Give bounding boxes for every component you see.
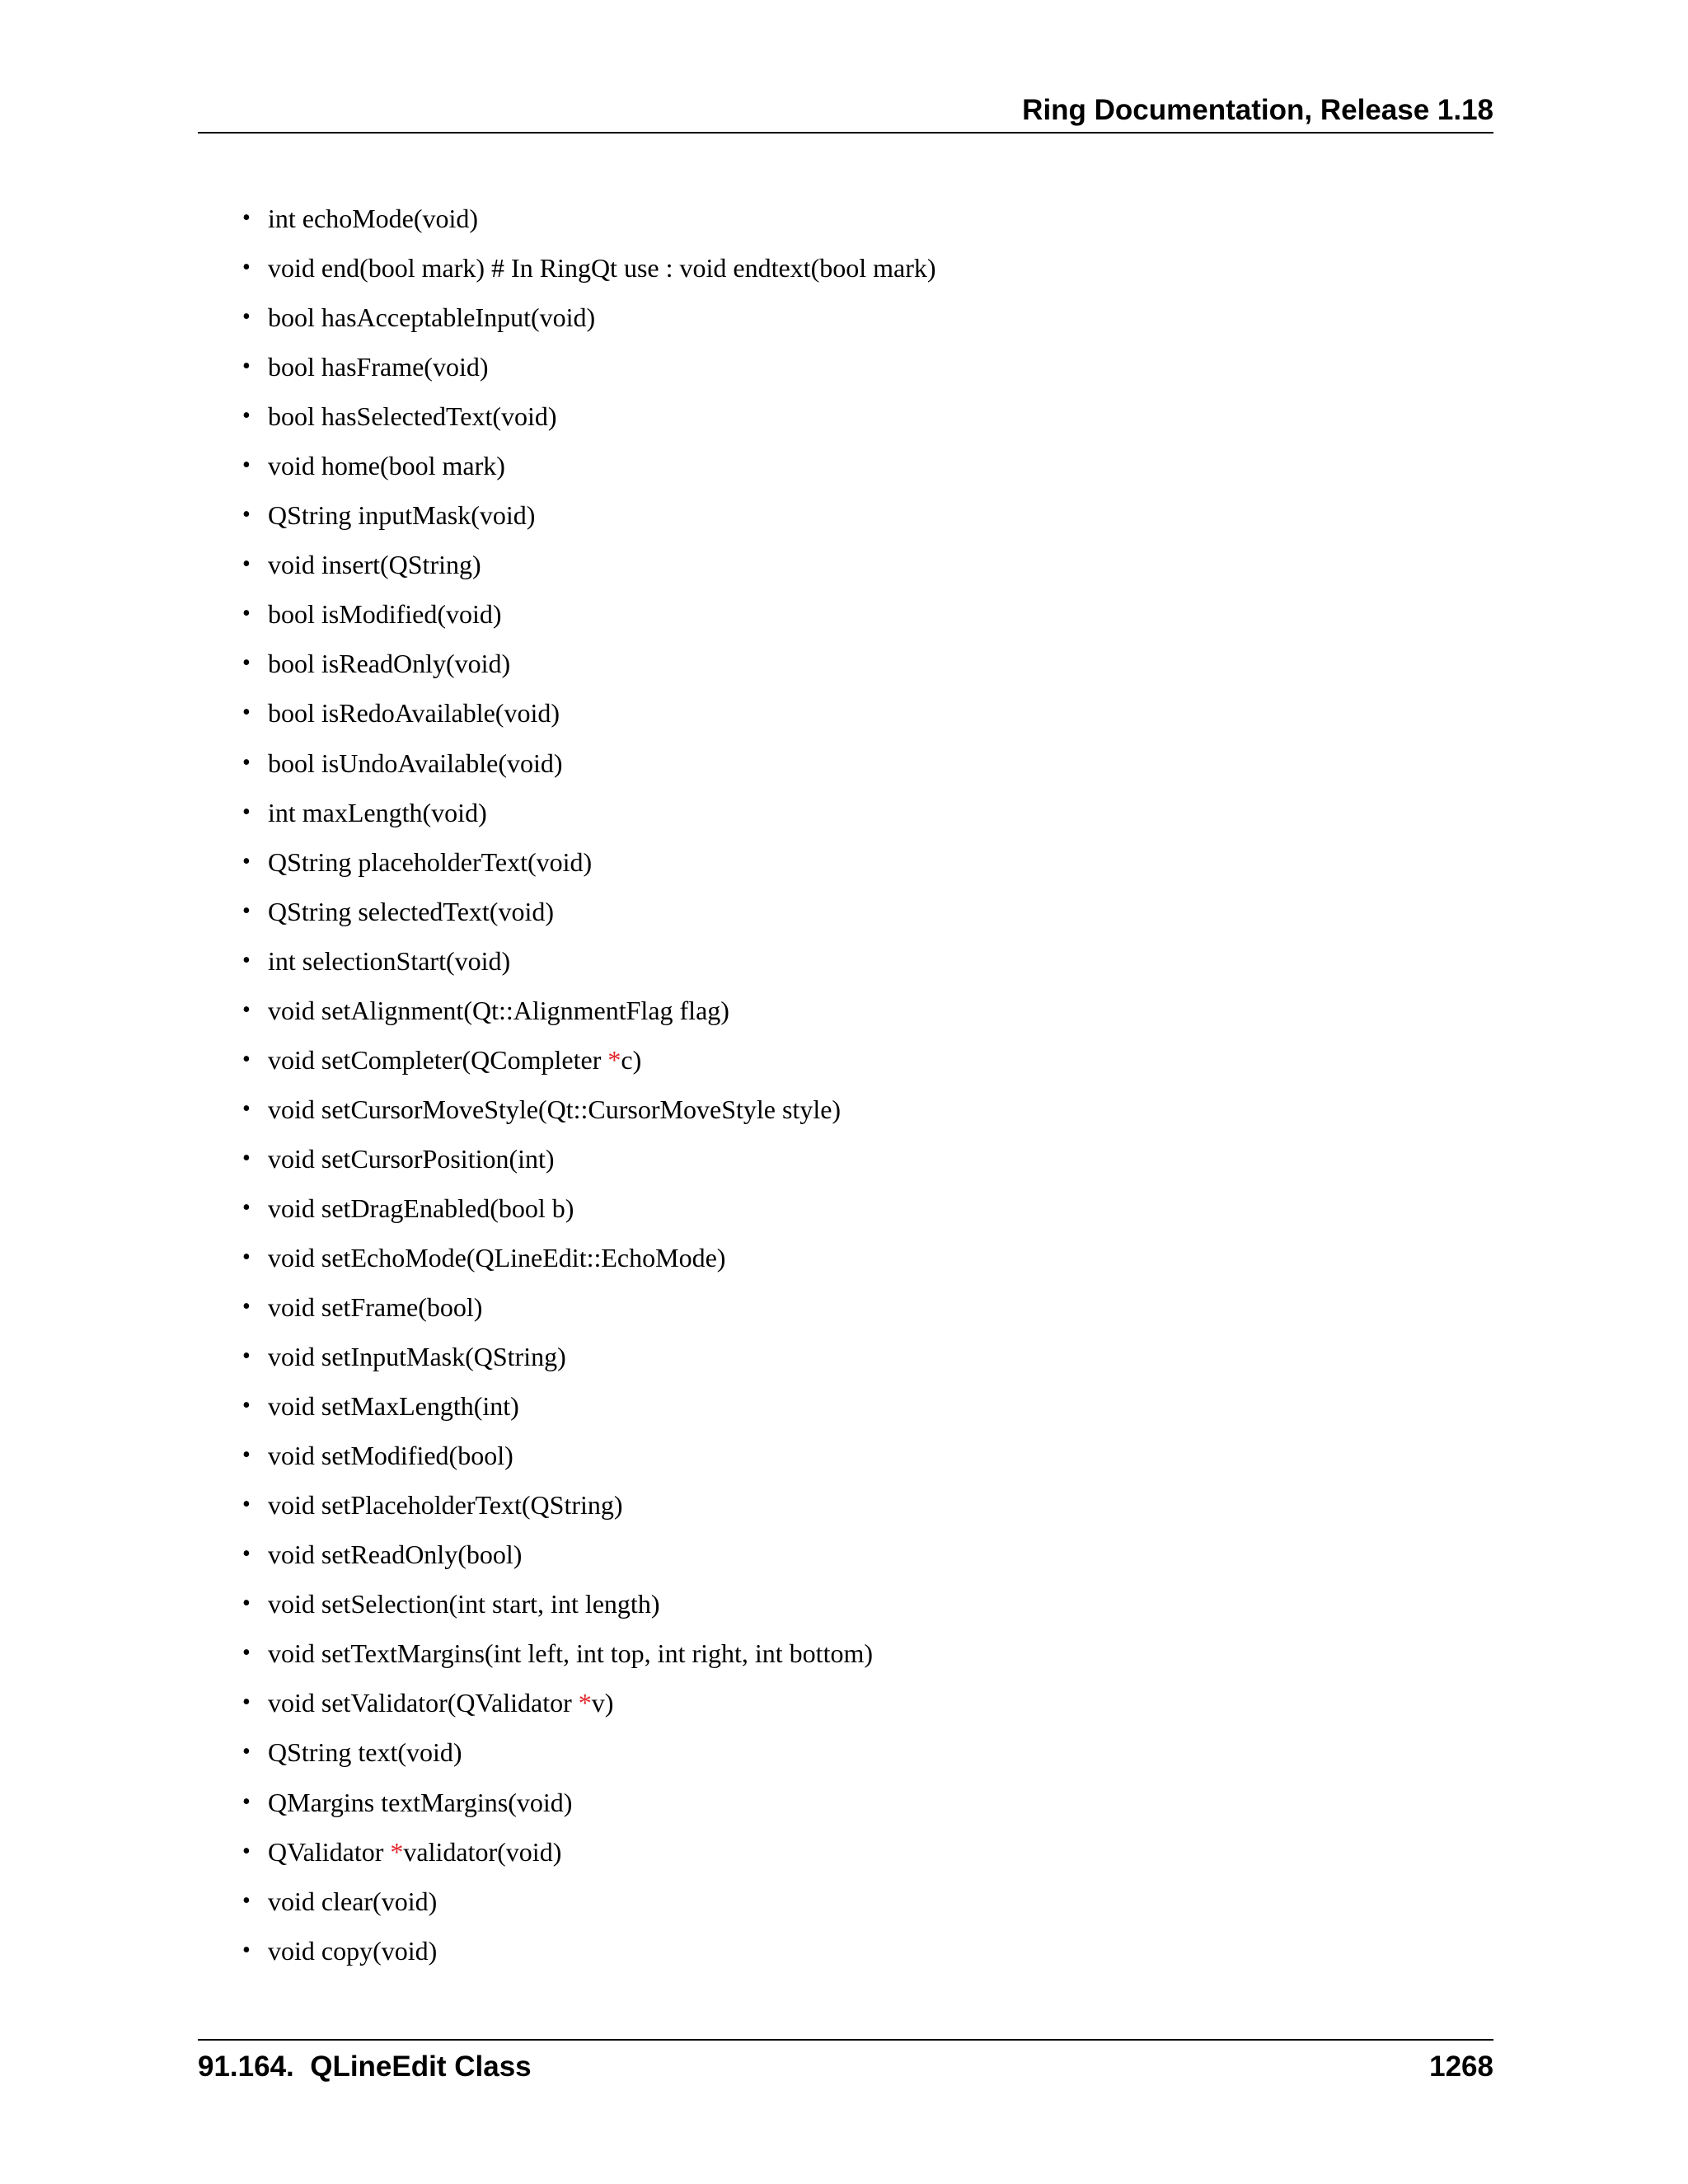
bullet-icon: • xyxy=(242,1145,251,1171)
bullet-icon: • xyxy=(242,354,251,380)
list-item xyxy=(237,342,936,391)
method-signature: bool isUndoAvailable(void) xyxy=(268,748,563,778)
bullet-icon: • xyxy=(242,1640,251,1666)
bullet-icon: • xyxy=(242,601,251,627)
list-item xyxy=(237,887,936,936)
method-signature: int echoMode(void) xyxy=(268,204,479,233)
bullet-icon: • xyxy=(242,1194,251,1221)
method-signature: QString placeholderText(void) xyxy=(268,846,593,877)
bullet-icon: • xyxy=(242,1887,251,1914)
bullet-icon: • xyxy=(242,1492,251,1518)
list-item xyxy=(237,1926,936,1975)
list-item xyxy=(237,1629,936,1678)
list-item xyxy=(237,1085,936,1134)
list-item xyxy=(237,441,936,490)
list-item xyxy=(237,1877,936,1926)
method-signature: bool isModified(void) xyxy=(268,599,502,630)
list-item xyxy=(237,589,936,639)
list-item xyxy=(237,639,936,688)
method-signature: void setInputMask(QString) xyxy=(268,1342,566,1372)
method-signature: void setPlaceholderText(QString) xyxy=(268,1490,623,1521)
list-item xyxy=(237,194,936,243)
method-signature-rest: validator(void) xyxy=(403,1836,562,1867)
method-signature-rest: c) xyxy=(621,1044,642,1075)
bullet-icon: • xyxy=(242,1294,251,1320)
list-item xyxy=(237,1678,936,1727)
bullet-icon: • xyxy=(242,1788,251,1815)
pointer-star: * xyxy=(578,1688,592,1718)
method-signature-rest: v) xyxy=(591,1688,614,1718)
bullet-icon: • xyxy=(242,1937,251,1963)
method-signature: int maxLength(void) xyxy=(268,797,487,827)
method-signature: void setCursorPosition(int) xyxy=(268,1143,555,1174)
bullet-icon: • xyxy=(242,1046,251,1072)
bullet-icon: • xyxy=(242,996,251,1023)
bullet-icon: • xyxy=(242,1095,251,1122)
list-item xyxy=(237,1381,936,1431)
bullet-icon: • xyxy=(242,205,251,231)
bullet-icon: • xyxy=(242,403,251,429)
bullet-icon: • xyxy=(242,1541,251,1568)
method-signature: bool isRedoAvailable(void) xyxy=(268,698,560,729)
bullet-icon: • xyxy=(242,1393,251,1419)
method-signature: QString selectedText(void) xyxy=(268,896,554,926)
method-signature: void setReadOnly(bool) xyxy=(268,1540,523,1570)
pointer-star: * xyxy=(390,1836,404,1867)
list-item xyxy=(237,1332,936,1381)
method-signature: QString inputMask(void) xyxy=(268,500,536,531)
list-item xyxy=(237,391,936,441)
method-signature: QValidator xyxy=(268,1836,391,1867)
bullet-icon: • xyxy=(242,1442,251,1469)
list-item xyxy=(237,1183,936,1233)
bullet-icon: • xyxy=(242,947,251,973)
method-signature: void setMaxLength(int) xyxy=(268,1391,519,1422)
bullet-icon: • xyxy=(242,452,251,479)
bullet-icon: • xyxy=(242,304,251,330)
bullet-icon: • xyxy=(242,749,251,776)
list-item xyxy=(237,293,936,342)
bullet-icon: • xyxy=(242,1244,251,1270)
method-signature: void setModified(bool) xyxy=(268,1441,513,1471)
list-item xyxy=(237,1480,936,1530)
list-item xyxy=(237,837,936,887)
bullet-icon: • xyxy=(242,255,251,281)
method-signature: void setSelection(int start, int length) xyxy=(268,1589,660,1619)
method-signature: bool isReadOnly(void) xyxy=(268,649,511,679)
list-item xyxy=(237,1431,936,1480)
bullet-icon: • xyxy=(242,898,251,924)
list-item xyxy=(237,688,936,738)
list-item xyxy=(237,788,936,837)
bullet-icon: • xyxy=(242,1739,251,1765)
list-item xyxy=(237,1727,936,1777)
method-signature: void setCursorMoveStyle(Qt::CursorMoveStyle style) xyxy=(268,1094,842,1124)
list-item xyxy=(237,540,936,589)
page-footer xyxy=(198,2039,1493,2090)
bullet-icon: • xyxy=(242,700,251,726)
method-signature: void setDragEnabled(bool b) xyxy=(268,1193,574,1223)
method-signature: void setEchoMode(QLineEdit::EchoMode) xyxy=(268,1242,726,1272)
method-list xyxy=(237,194,936,1975)
bullet-icon: • xyxy=(242,551,251,578)
pointer-star: * xyxy=(607,1044,621,1075)
list-item xyxy=(237,1134,936,1183)
method-signature: QMargins textMargins(void) xyxy=(268,1787,573,1817)
method-signature: bool hasFrame(void) xyxy=(268,352,489,382)
method-signature: bool hasSelectedText(void) xyxy=(268,401,557,432)
bullet-icon: • xyxy=(242,650,251,677)
method-signature: void end(bool mark) # In RingQt use : void endtext(bool mark) xyxy=(268,253,936,284)
bullet-icon: • xyxy=(242,799,251,825)
method-signature: void setAlignment(Qt::AlignmentFlag flag) xyxy=(268,995,729,1025)
list-item xyxy=(237,936,936,986)
method-signature: void home(bool mark) xyxy=(268,451,505,481)
list-item xyxy=(237,738,936,788)
method-signature: void setValidator(QValidator xyxy=(268,1688,579,1718)
list-item xyxy=(237,1827,936,1877)
bullet-icon: • xyxy=(242,1343,251,1370)
method-signature: void setFrame(bool) xyxy=(268,1292,483,1323)
list-item xyxy=(237,243,936,293)
list-item xyxy=(237,490,936,540)
method-signature: void insert(QString) xyxy=(268,550,481,580)
page-number: 1268 xyxy=(1429,2050,1493,2083)
method-signature: void copy(void) xyxy=(268,1935,438,1966)
bullet-icon: • xyxy=(242,1838,251,1864)
bullet-icon: • xyxy=(242,1690,251,1716)
method-signature: void setCompleter(QCompleter xyxy=(268,1044,608,1075)
method-signature: void setTextMargins(int left, int top, int right, int bottom) xyxy=(268,1638,873,1669)
method-signature: void clear(void) xyxy=(268,1886,438,1916)
bullet-icon: • xyxy=(242,502,251,528)
list-item xyxy=(237,1035,936,1085)
section-title: 91.164. QLineEdit Class xyxy=(198,2050,532,2083)
page-header xyxy=(198,89,1493,134)
method-signature: int selectionStart(void) xyxy=(268,945,511,976)
list-item xyxy=(237,1282,936,1332)
bullet-icon: • xyxy=(242,1591,251,1617)
list-item xyxy=(237,986,936,1035)
method-signature: bool hasAcceptableInput(void) xyxy=(268,302,596,333)
list-item xyxy=(237,1233,936,1282)
method-signature: QString text(void) xyxy=(268,1737,462,1768)
document-title: Ring Documentation, Release 1.18 xyxy=(1022,94,1493,126)
list-item xyxy=(237,1530,936,1579)
bullet-icon: • xyxy=(242,848,251,874)
list-item xyxy=(237,1579,936,1629)
list-item xyxy=(237,1778,936,1827)
